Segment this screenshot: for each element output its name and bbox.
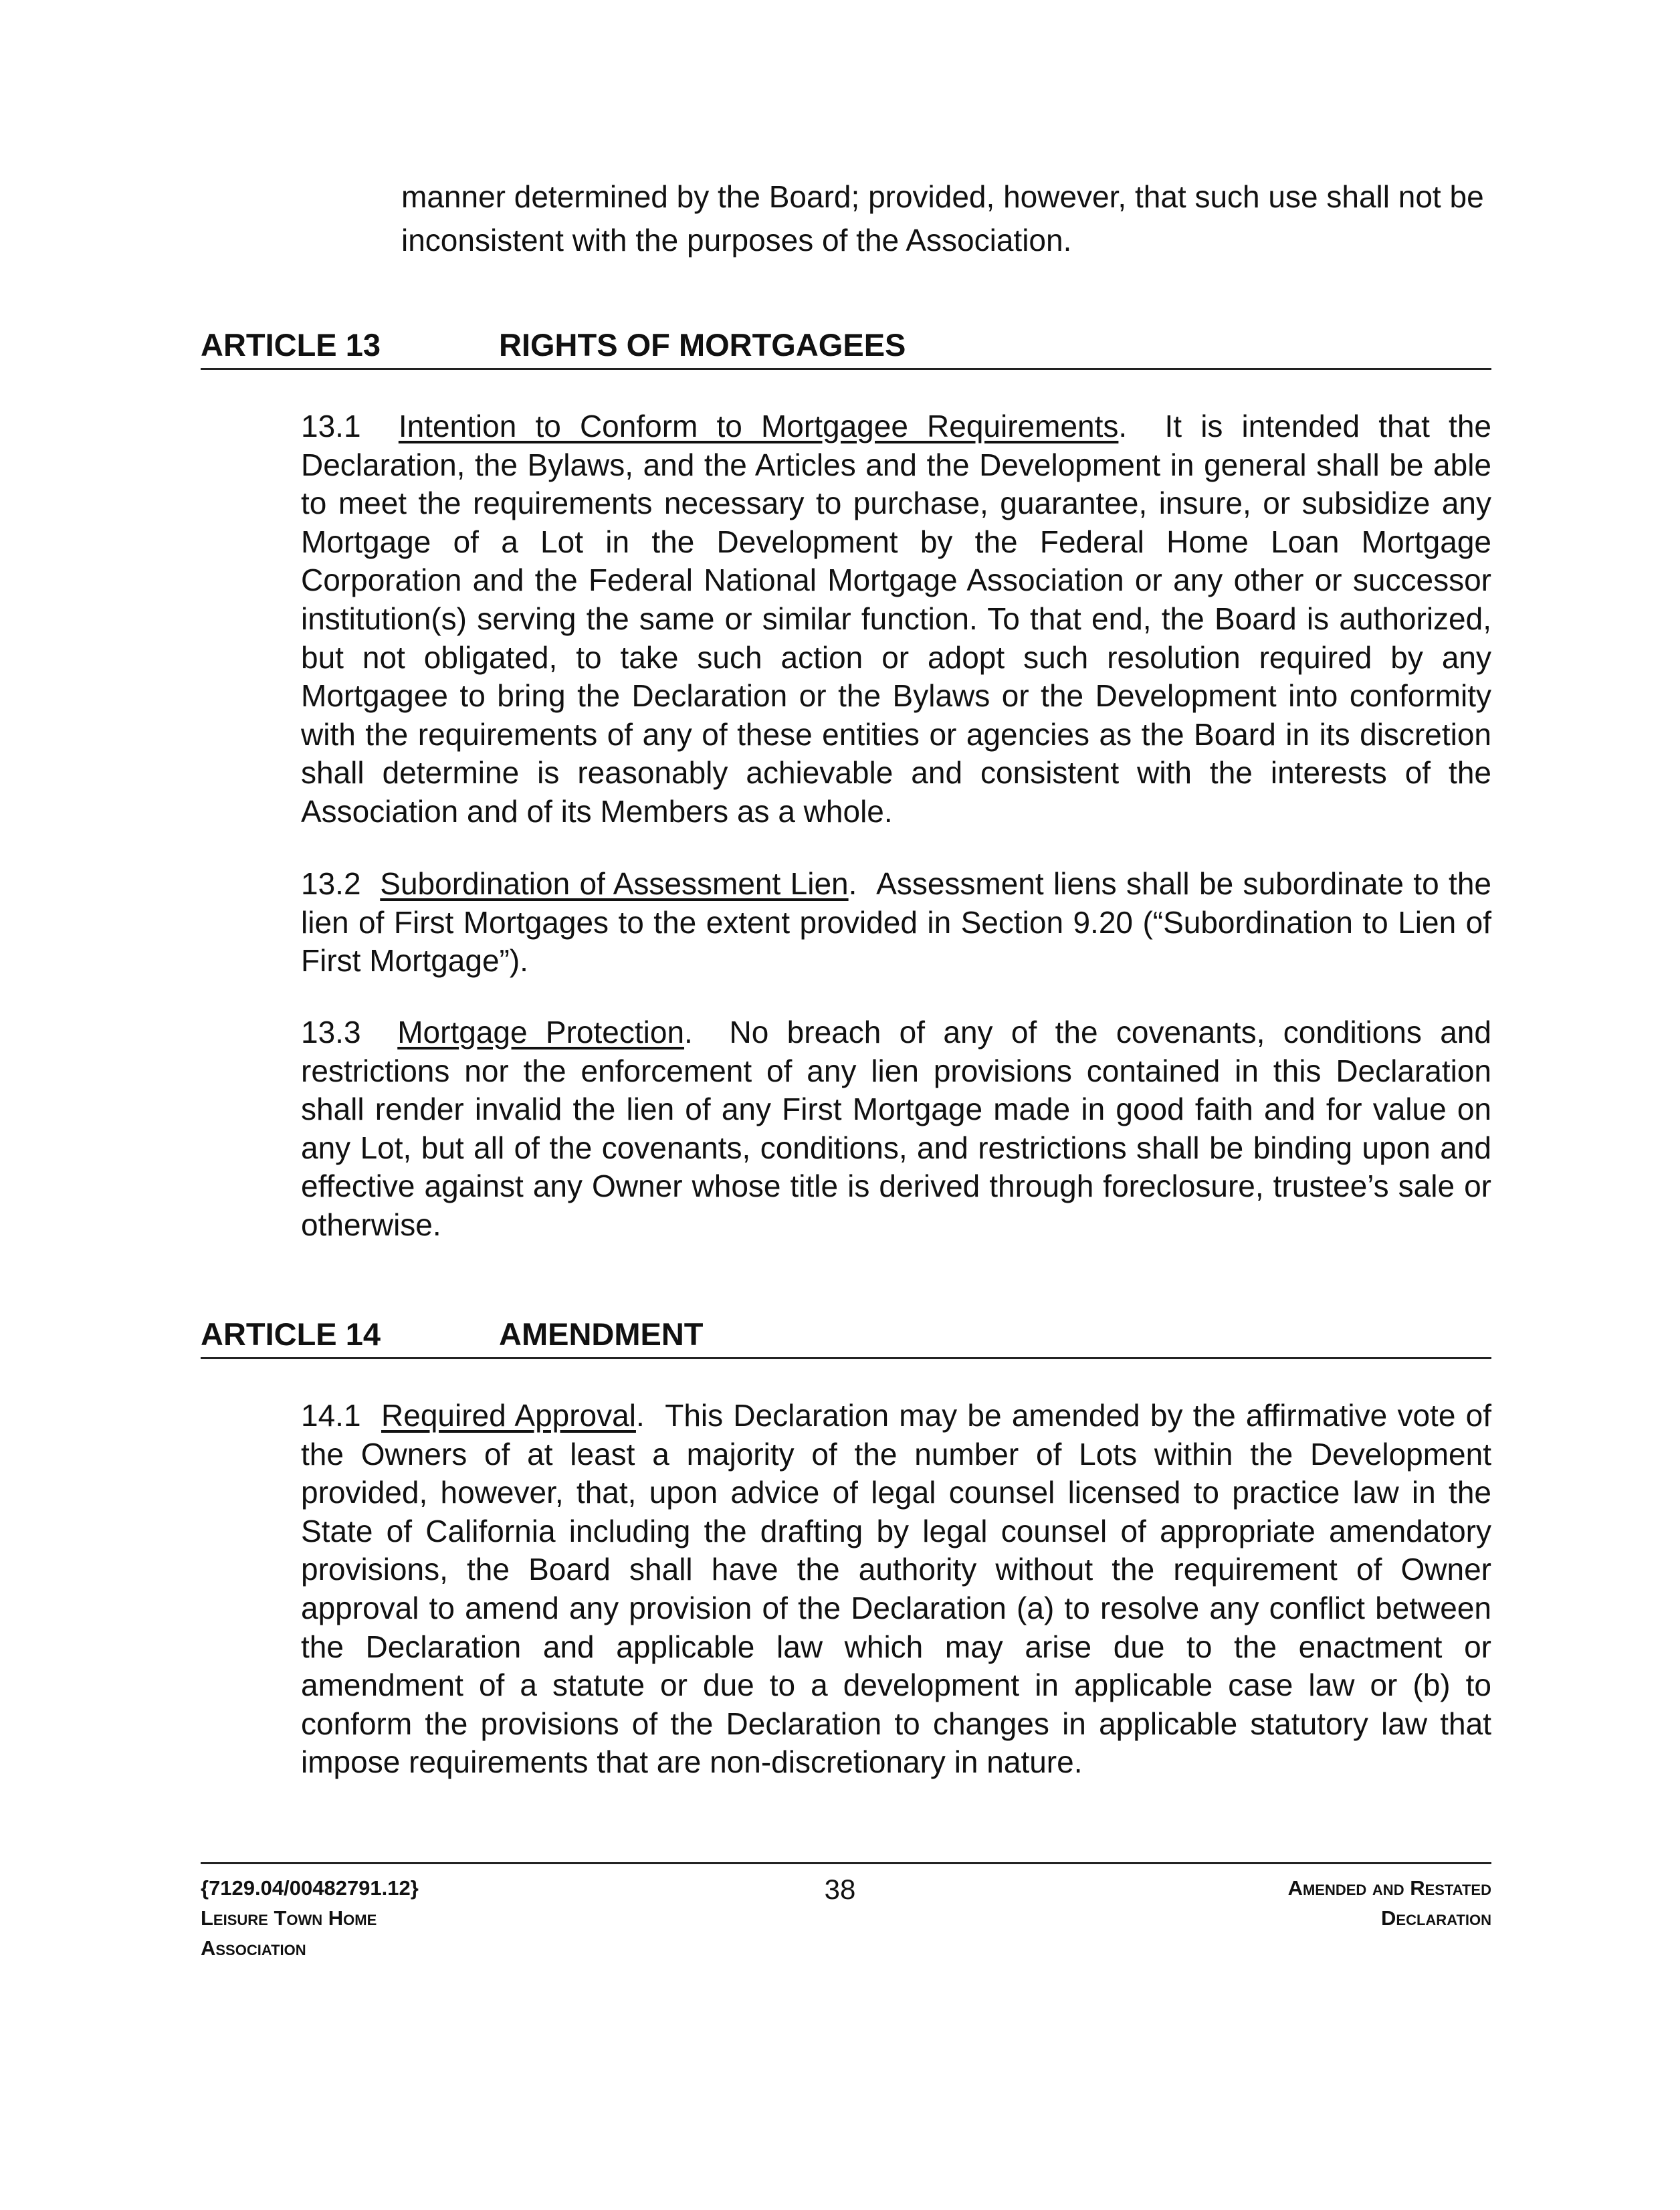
continuation-paragraph: manner determined by the Board; provided, however, that such use shall not be inconsistent with the purposes of the Association.: [401, 179, 1484, 258]
page-number: 38: [824, 1874, 856, 1905]
section-13-1-text: It is intended that the Declaration, the Bylaws, and the Articles and the Development in general shall be able to meet the requirements necessary to purchase, guarantee, insure, or subsidize any Mortgage of a Lot in the Development by the Federal Home Loan Mortgage Corporation and the Federal National Mortgage Association or any other or successor institution(s) serving the same or similar function. To that end, the Board is authorized, but not obligated, to take such action or adopt such resolution required by any Mortgagee to bring the Declaration or the Bylaws or the Development into conformity with the requirements of any of these entities or agencies as the Board in its discretion shall determine is reasonably achievable and consistent with the interests of the Association and of its Members as a whole.: [301, 409, 1492, 829]
section-14-1-heading: Required Approval: [381, 1398, 636, 1433]
section-13-3-text: No breach of any of the covenants, conditions and restrictions nor the enforcement of any lien provisions contained in this Declaration shall render invalid the lien of any First Mortgage made in good faith and for value on any Lot, but all of the covenants, conditions, and restrictions shall be binding upon and effective against any Owner whose title is derived through foreclosure, trustee’s sale or otherwise.: [301, 1015, 1491, 1242]
section-13-2-text: Assessment liens shall be subordinate to the lien of First Mortgages to the extent provided in Section 9.20 (“Subordination to Lien of First Mortgage”).: [301, 866, 1491, 979]
article-14-title: AMENDMENT: [499, 1316, 704, 1352]
footer-left: [201, 1873, 669, 1963]
section-13-3-number: 13.3: [301, 1015, 361, 1049]
footer-doc-title-line-1: Amended and Restated: [1287, 1876, 1491, 1900]
footer-divider: [201, 1862, 1491, 1864]
section-13-3: 13.3 Mortgage Protection. No breach of any of the covenants, conditions and restrictions nor the enforcement of any lien provisions contained in this Declaration shall render invalid the lien of any First Mortgage made in good faith and for value on any Lot, but all of the covenants, conditions, and restrictions shall be binding upon and effective against any Owner whose title is derived through foreclosure, trustee’s sale or otherwise.: [301, 1015, 1491, 1242]
footer-org-line-1: Leisure Town Home: [201, 1906, 377, 1930]
section-13-2-heading: Subordination of Assessment Lien: [380, 866, 849, 901]
section-14-1-number: 14.1: [301, 1398, 361, 1433]
section-13-2: 13.2 Subordination of Assessment Lien. Assessment liens shall be subordinate to the lien of First Mortgages to the extent provided in Section 9.20 (“Subordination to Lien of First Mortgage”).: [301, 866, 1491, 979]
section-13-3-heading: Mortgage Protection: [397, 1015, 685, 1049]
article-14-number: ARTICLE 14: [201, 1316, 381, 1352]
section-13-1-number: 13.1: [301, 409, 361, 443]
section-13-2-number: 13.2: [301, 866, 361, 901]
article-13-title: RIGHTS OF MORTGAGEES: [499, 327, 906, 363]
section-13-1-heading: Intention to Conform to Mortgagee Requirements: [398, 409, 1119, 443]
footer-doc-id: {7129.04/00482791.12}: [201, 1876, 419, 1900]
section-14-1: 14.1 Required Approval. This Declaration may be amended by the affirmative vote of the Owners of at least a majority of the number of Lots within the Development provided, however, that, upon advice of legal counsel licensed to practice law in the State of California including the drafting by legal counsel of appropriate amendatory provisions, the Board shall have the authority without the requirement of Owner approval to amend any provision of the Declaration (a) to resolve any conflict between the Declaration and applicable law which may arise due to the enactment or amendment of a statute or due to a development in applicable case law or (b) to conform the provisions of the Declaration to changes in applicable statutory law that impose requirements that are non-discretionary in nature.: [301, 1398, 1492, 1780]
footer-org-line-2: Association: [201, 1936, 306, 1960]
article-13-number: ARTICLE 13: [201, 327, 381, 363]
footer-right: [1023, 1873, 1491, 1933]
article-14-heading: [201, 1314, 1491, 1359]
footer-doc-title-line-2: Declaration: [1381, 1906, 1491, 1930]
article-13-heading: [201, 325, 1491, 370]
section-13-1: 13.1 Intention to Conform to Mortgagee Requirements. It is intended that the Declaration, the Bylaws, and the Articles and the Development in general shall be able to meet the requirements necessary to purchase, guarantee, insure, or subsidize any Mortgage of a Lot in the Development by the Federal Home Loan Mortgage Corporation and the Federal National Mortgage Association or any other or successor institution(s) serving the same or similar function. To that end, the Board is authorized, but not obligated, to take such action or adopt such resolution required by any Mortgagee to bring the Declaration or the Bylaws or the Development into conformity with the requirements of any of these entities or agencies as the Board in its discretion shall determine is reasonably achievable and consistent with the interests of the Association and of its Members as a whole.: [301, 409, 1492, 829]
section-14-1-text: This Declaration may be amended by the affirmative vote of the Owners of at least a majority of the number of Lots within the Development provided, however, that, upon advice of legal counsel licensed to practice law in the State of California including the drafting by legal counsel of appropriate amendatory provisions, the Board shall have the authority without the requirement of Owner approval to amend any provision of the Declaration (a) to resolve any conflict between the Declaration and applicable law which may arise due to the enactment or amendment of a statute or due to a development in applicable case law or (b) to conform the provisions of the Declaration to changes in applicable statutory law that impose requirements that are non-discretionary in nature.: [301, 1398, 1492, 1780]
